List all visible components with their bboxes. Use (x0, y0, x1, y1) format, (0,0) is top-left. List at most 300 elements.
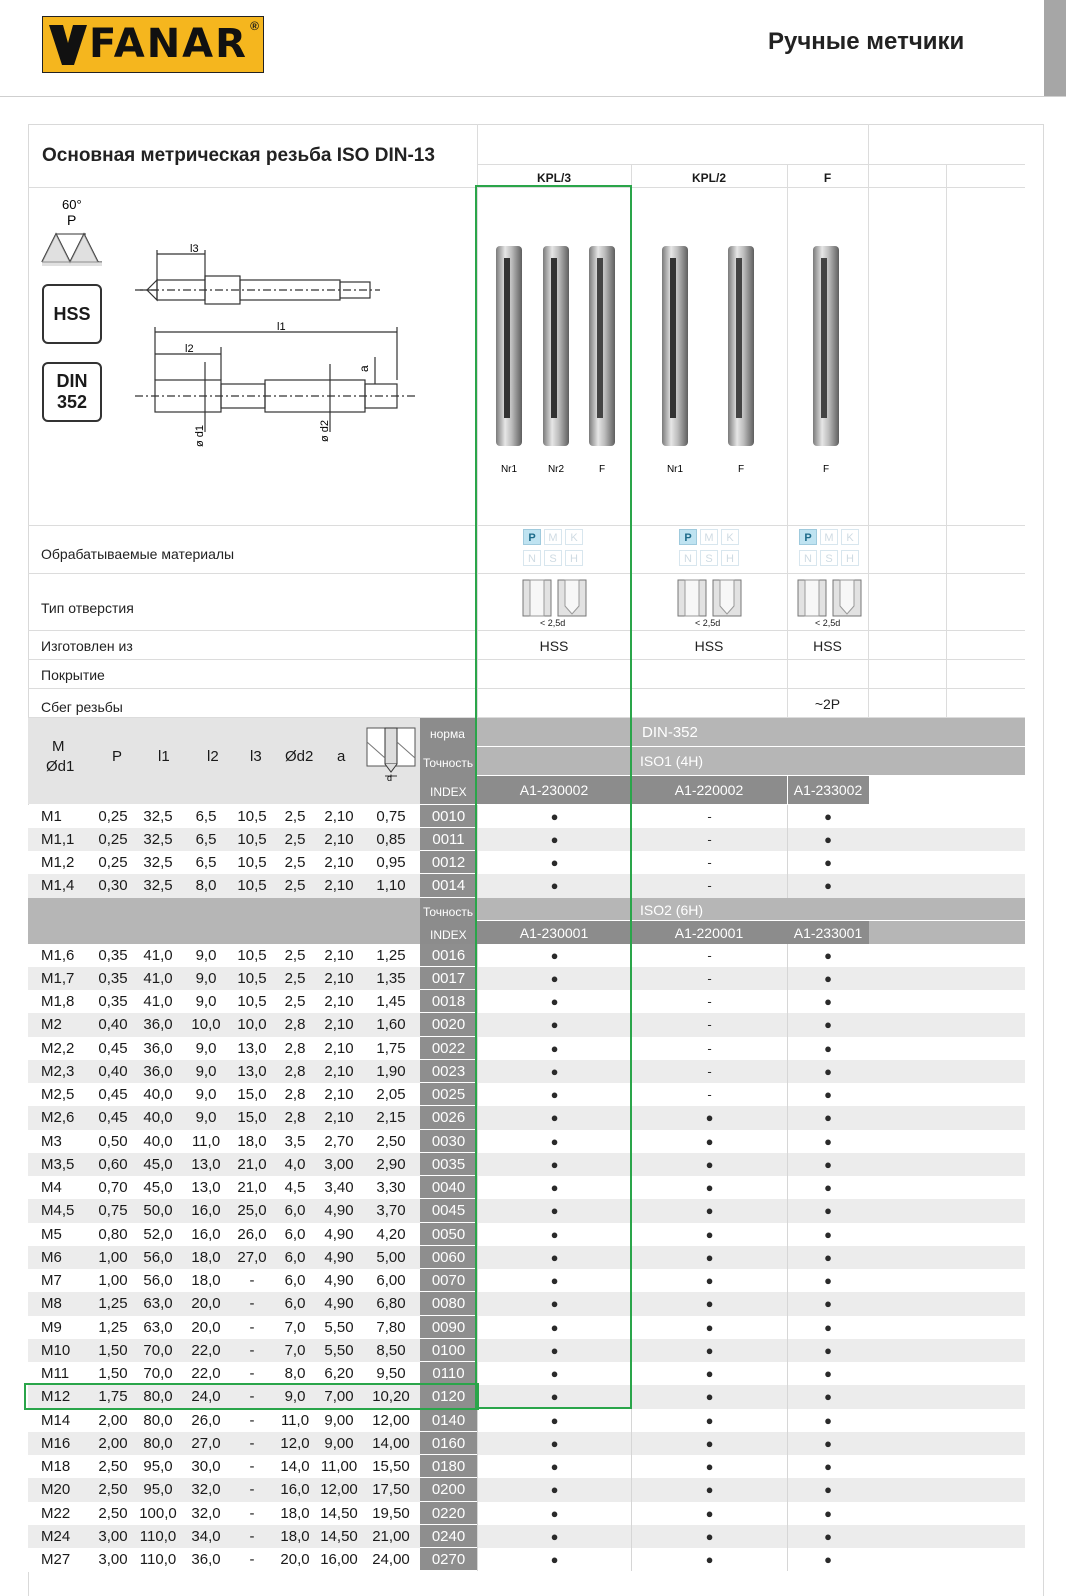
cell-l3: 25,0 (237, 1202, 267, 1220)
angle-label: 60° (62, 197, 82, 212)
material-k-badge: K (841, 529, 859, 545)
cell-l3: 13,0 (237, 1062, 267, 1080)
material-h-badge: H (721, 550, 739, 566)
cell-k2: ● (631, 1292, 787, 1315)
code-kpl2-iso1: A1-220002 (674, 782, 744, 798)
cell-d: 1,25 (376, 946, 406, 964)
cell-p: 0,45 (98, 1039, 128, 1057)
cell-idx: 0030 (420, 1130, 477, 1153)
cell-idx: 0040 (420, 1176, 477, 1199)
cell-p: 0,25 (98, 854, 128, 871)
grid-line (28, 573, 1025, 574)
hole-type-note: < 2,5d (695, 618, 721, 628)
code-f-iso2: A1-233001 (793, 924, 863, 941)
cell-a: 12,00 (320, 1481, 358, 1499)
cell-a: 16,00 (320, 1551, 358, 1568)
cell-l1: 40,0 (143, 1132, 173, 1150)
head-l2: l2 (207, 748, 219, 765)
pitch-label: P (67, 212, 77, 228)
grid-line (787, 776, 788, 804)
cell-k2: ● (631, 1246, 787, 1269)
material-p-badge: P (523, 529, 541, 545)
cell-m: M2,6 (41, 1109, 75, 1127)
product-header-kpl3: KPL/3 (536, 171, 571, 185)
cell-f: ● (787, 1385, 868, 1408)
cell-idx: 0070 (420, 1269, 477, 1292)
cell-l1: 80,0 (143, 1434, 173, 1452)
cell-l1: 95,0 (143, 1481, 173, 1499)
cell-a: 5,50 (324, 1318, 354, 1336)
cell-d: 15,50 (372, 1458, 410, 1475)
logo-registered: ® (250, 19, 259, 33)
cell-k3: ● (477, 1269, 631, 1292)
cell-l2: 9,0 (195, 1062, 217, 1080)
cell-l1: 95,0 (143, 1458, 173, 1475)
cell-l3: 10,5 (237, 969, 267, 987)
cell-d2: 6,0 (284, 1225, 306, 1243)
variant-label: Nr1 (500, 464, 518, 475)
cell-p: 1,25 (98, 1318, 128, 1336)
grid-line (28, 187, 1025, 188)
cell-p: 0,75 (98, 1202, 128, 1220)
cell-d: 1,60 (376, 1016, 406, 1034)
cell-a: 2,10 (324, 1062, 354, 1080)
cell-d: 9,50 (376, 1365, 406, 1382)
cell-p: 1,75 (98, 1388, 128, 1406)
cell-l3: - (249, 1272, 255, 1289)
cell-f: ● (787, 1130, 868, 1153)
cell-k2: - (631, 1013, 787, 1036)
material-n-badge: N (679, 550, 697, 566)
cell-f: ● (787, 1548, 868, 1571)
cell-d2: 2,5 (284, 946, 306, 964)
grid-line (631, 776, 632, 804)
cell-l2: 18,0 (191, 1272, 221, 1289)
cell-l1: 36,0 (143, 1039, 173, 1057)
cell-l3: - (249, 1341, 255, 1359)
cell-l3: - (249, 1434, 255, 1452)
cell-a: 2,10 (324, 1016, 354, 1034)
a-label: a (357, 365, 371, 372)
cell-k3: ● (477, 1292, 631, 1315)
cell-m: M11 (41, 1365, 70, 1382)
made-from-kpl2: HSS (694, 638, 724, 654)
cell-k2: ● (631, 1199, 787, 1222)
material-p-badge: P (679, 529, 697, 545)
cell-m: M8 (41, 1295, 62, 1313)
cell-k3: ● (477, 1316, 631, 1339)
material-h-badge: H (841, 550, 859, 566)
accuracy-label-2: Точность (423, 904, 474, 919)
cell-k3: ● (477, 851, 631, 874)
cell-l1: 36,0 (143, 1062, 173, 1080)
cell-d: 0,75 (376, 807, 406, 825)
cell-l2: 24,0 (191, 1388, 221, 1406)
grid-line (28, 659, 1025, 660)
cell-l3: 10,5 (237, 993, 267, 1010)
cell-idx: 0120 (420, 1385, 477, 1408)
cell-a: 2,10 (324, 830, 354, 848)
cell-k3: ● (477, 1246, 631, 1269)
cell-d: 2,90 (376, 1155, 406, 1173)
cell-l2: 30,0 (191, 1458, 221, 1475)
grid-line (868, 124, 869, 718)
cell-k2: ● (631, 1223, 787, 1246)
cell-k2: - (631, 1060, 787, 1083)
cell-d2: 4,5 (284, 1179, 306, 1196)
thread-profile-icon (40, 194, 104, 266)
cell-f: ● (787, 1037, 868, 1060)
cell-f: ● (787, 805, 868, 828)
variant-label: Nr2 (547, 464, 565, 475)
cell-d: 6,00 (376, 1272, 406, 1289)
cell-k3: ● (477, 1478, 631, 1501)
material-k-badge: K (721, 529, 739, 545)
cell-d: 8,50 (376, 1341, 406, 1359)
cell-d2: 2,5 (284, 993, 306, 1010)
cell-m: M3 (41, 1132, 62, 1150)
din-badge-line1: DIN (56, 371, 88, 391)
norm-label: норма (430, 727, 465, 741)
cell-a: 9,00 (324, 1434, 354, 1452)
cell-m: M1,7 (41, 969, 75, 987)
cell-idx: 0022 (420, 1037, 477, 1060)
cell-p: 0,25 (98, 830, 128, 848)
cell-a: 2,10 (324, 1039, 354, 1057)
cell-f: ● (787, 967, 868, 990)
cell-f: ● (787, 944, 868, 967)
section-title: Основная метрическая резьба ISO DIN-13 (42, 145, 435, 166)
cell-p: 0,40 (98, 1062, 128, 1080)
cell-k3: ● (477, 1502, 631, 1525)
material-m-badge: M (544, 529, 562, 545)
cell-d2: 2,5 (284, 854, 306, 871)
cell-k2: ● (631, 1339, 787, 1362)
cell-l2: 13,0 (191, 1155, 221, 1173)
cell-m: M16 (41, 1434, 71, 1452)
cell-d2: 2,8 (284, 1016, 306, 1034)
cell-l3: - (249, 1527, 255, 1545)
l1-label: l1 (277, 321, 286, 333)
cell-l1: 70,0 (143, 1365, 173, 1382)
page-header (0, 0, 1066, 97)
cell-l3: - (249, 1551, 255, 1568)
cell-l3: 10,5 (237, 854, 267, 871)
material-m-badge: M (820, 529, 838, 545)
made-from-label: Изготовлен из (41, 638, 133, 654)
cell-m: M4,5 (41, 1202, 75, 1220)
head-p: P (112, 748, 123, 765)
cell-p: 0,45 (98, 1086, 128, 1103)
cell-p: 3,00 (98, 1551, 128, 1568)
logo-v-mark (49, 25, 87, 65)
cell-m: M20 (41, 1481, 71, 1499)
cell-k2: ● (631, 1153, 787, 1176)
cell-l1: 32,5 (143, 830, 173, 848)
cell-idx: 0110 (420, 1362, 477, 1385)
norm-row (477, 718, 1025, 746)
tap-kpl3-nr1 (496, 246, 522, 446)
cell-l3: - (249, 1504, 255, 1522)
cell-d2: 2,8 (284, 1086, 306, 1103)
cell-k2: - (631, 1037, 787, 1060)
cell-l2: 18,0 (191, 1248, 221, 1266)
cell-a: 4,90 (324, 1248, 354, 1266)
cell-f: ● (787, 874, 868, 897)
cell-l2: 9,0 (195, 946, 217, 964)
tap-kpl3-f (589, 246, 615, 446)
cell-a: 3,00 (324, 1155, 354, 1173)
cell-k2: ● (631, 1106, 787, 1129)
cell-l3: - (249, 1365, 255, 1382)
cell-p: 0,60 (98, 1155, 128, 1173)
cell-idx: 0160 (420, 1432, 477, 1455)
cell-idx: 0018 (420, 990, 477, 1013)
cell-k2: ● (631, 1385, 787, 1408)
cell-a: 2,10 (324, 969, 354, 987)
grid-line (946, 164, 947, 718)
cell-k3: ● (477, 1525, 631, 1548)
cell-d: 3,70 (376, 1202, 406, 1220)
cell-p: 2,50 (98, 1504, 128, 1522)
cell-k3: ● (477, 828, 631, 851)
cell-l3: - (249, 1295, 255, 1313)
cell-k3: ● (477, 944, 631, 967)
cell-d2: 2,8 (284, 1109, 306, 1127)
cell-d2: 14,0 (280, 1458, 310, 1475)
cell-l1: 41,0 (143, 946, 173, 964)
cell-idx: 0200 (420, 1478, 477, 1501)
cell-m: M1 (41, 807, 62, 825)
cell-a: 2,10 (324, 1086, 354, 1103)
cell-k2: - (631, 874, 787, 897)
cell-d2: 12,0 (280, 1434, 310, 1452)
tap-f-f (813, 246, 839, 446)
cell-idx: 0050 (420, 1223, 477, 1246)
accuracy-value-2: ISO2 (6H) (640, 901, 704, 918)
logo-brand-text: FANAR (89, 21, 248, 67)
cell-l2: 20,0 (191, 1318, 221, 1336)
drill-d-label: d (387, 773, 393, 783)
cell-l3: 10,5 (237, 877, 267, 895)
material-s-badge: S (820, 550, 838, 566)
cell-d2: 7,0 (284, 1318, 306, 1336)
cell-idx: 0025 (420, 1083, 477, 1106)
cell-p: 0,35 (98, 946, 128, 964)
cell-p: 1,00 (98, 1248, 128, 1266)
cell-l1: 100,0 (139, 1504, 177, 1522)
cell-k3: ● (477, 967, 631, 990)
cell-k3: ● (477, 1130, 631, 1153)
cell-m: M1,8 (41, 993, 75, 1010)
l3-label: l3 (190, 243, 199, 255)
cell-d: 1,35 (376, 969, 406, 987)
variant-label: F (822, 464, 830, 475)
variant-label: Nr1 (666, 464, 684, 475)
materials-label: Обрабатываемые материалы (41, 546, 235, 562)
hole-type-note: < 2,5d (815, 618, 841, 628)
page-title: Ручные метчики (768, 28, 965, 55)
hole-type-note: < 2,5d (540, 618, 566, 628)
cell-l3: 10,5 (237, 807, 267, 825)
cell-l1: 45,0 (143, 1179, 173, 1196)
cell-d: 24,00 (372, 1551, 410, 1568)
cell-m: M4 (41, 1179, 62, 1196)
cell-idx: 0023 (420, 1060, 477, 1083)
cell-k3: ● (477, 1339, 631, 1362)
cell-k3: ● (477, 1432, 631, 1455)
cell-l2: 36,0 (191, 1551, 221, 1568)
cell-d: 12,00 (372, 1411, 410, 1429)
cell-l2: 6,5 (195, 830, 217, 848)
cell-l1: 41,0 (143, 993, 173, 1010)
product-header-f: F (823, 171, 832, 185)
cell-p: 1,00 (98, 1272, 128, 1289)
material-n-badge: N (523, 550, 541, 566)
cell-m: M7 (41, 1272, 62, 1289)
cell-l3: - (249, 1411, 255, 1429)
cell-a: 4,90 (324, 1202, 354, 1220)
cell-d: 2,15 (376, 1109, 406, 1127)
product-header-kpl2: KPL/2 (691, 171, 726, 185)
cell-l3: 27,0 (237, 1248, 267, 1266)
tap-images (478, 238, 868, 475)
cell-d2: 3,5 (284, 1132, 306, 1150)
cell-l2: 9,0 (195, 969, 217, 987)
group2-head-bg (28, 898, 420, 944)
cell-k2: ● (631, 1502, 787, 1525)
din-badge-line2: 352 (56, 392, 88, 412)
cell-idx: 0045 (420, 1199, 477, 1222)
cell-a: 5,50 (324, 1341, 354, 1359)
cell-m: M10 (41, 1341, 71, 1359)
cell-l3: 21,0 (237, 1179, 267, 1196)
cell-l3: 26,0 (237, 1225, 267, 1243)
hole-type-label: Тип отверстия (41, 600, 134, 616)
cell-d: 21,00 (372, 1527, 410, 1545)
cell-f: ● (787, 1153, 868, 1176)
index-label: INDEX (430, 785, 467, 799)
cell-l2: 22,0 (191, 1341, 221, 1359)
cell-f: ● (787, 1269, 868, 1292)
cell-m: M2 (41, 1016, 62, 1034)
cell-f: ● (787, 1013, 868, 1036)
cell-a: 7,00 (324, 1388, 354, 1406)
material-h-badge: H (565, 550, 583, 566)
cell-d2: 2,8 (284, 1062, 306, 1080)
tap-drawing (135, 232, 425, 452)
cell-l3: 15,0 (237, 1109, 267, 1127)
cell-l1: 80,0 (143, 1411, 173, 1429)
cell-f: ● (787, 1106, 868, 1129)
cell-p: 2,50 (98, 1481, 128, 1499)
cell-k3: ● (477, 1455, 631, 1478)
accuracy-row-1 (477, 747, 1025, 775)
cell-d: 1,45 (376, 993, 406, 1010)
cell-m: M9 (41, 1318, 62, 1336)
cell-idx: 0140 (420, 1409, 477, 1432)
fanar-logo (42, 16, 264, 73)
cell-d: 14,00 (372, 1434, 410, 1452)
cell-f: ● (787, 1478, 868, 1501)
cell-l2: 8,0 (195, 877, 217, 895)
cell-l1: 41,0 (143, 969, 173, 987)
cell-idx: 0014 (420, 874, 477, 897)
cell-idx: 0240 (420, 1525, 477, 1548)
cell-l1: 56,0 (143, 1248, 173, 1266)
cell-k3: ● (477, 1362, 631, 1385)
cell-f: ● (787, 1246, 868, 1269)
material-k-badge: K (565, 529, 583, 545)
material-s-badge: S (544, 550, 562, 566)
cell-idx: 0016 (420, 944, 477, 967)
cell-l1: 52,0 (143, 1225, 173, 1243)
cell-l2: 9,0 (195, 1086, 217, 1103)
cell-l3: 21,0 (237, 1155, 267, 1173)
cell-k2: ● (631, 1455, 787, 1478)
cell-a: 2,10 (324, 807, 354, 825)
cell-p: 0,35 (98, 993, 128, 1010)
cell-m: M3,5 (41, 1155, 75, 1173)
material-s-badge: S (700, 550, 718, 566)
cell-l1: 110,0 (139, 1527, 177, 1545)
cell-idx: 0080 (420, 1292, 477, 1315)
cell-d2: 11,0 (280, 1411, 310, 1429)
cell-p: 0,45 (98, 1109, 128, 1127)
cell-k3: ● (477, 1013, 631, 1036)
cell-d: 4,20 (376, 1225, 406, 1243)
cell-d2: 2,5 (284, 807, 306, 825)
drill-hole-icon (365, 722, 417, 782)
cell-k3: ● (477, 1409, 631, 1432)
cell-k3: ● (477, 1176, 631, 1199)
cell-p: 3,00 (98, 1527, 128, 1545)
cell-a: 6,20 (324, 1365, 354, 1382)
cell-k3: ● (477, 874, 631, 897)
cell-m: M1,6 (41, 946, 75, 964)
cell-l1: 32,5 (143, 877, 173, 895)
cell-d2: 6,0 (284, 1248, 306, 1266)
cell-l2: 27,0 (191, 1434, 221, 1452)
cell-p: 2,00 (98, 1411, 128, 1429)
cell-p: 0,35 (98, 969, 128, 987)
cell-l2: 16,0 (191, 1225, 221, 1243)
cell-d2: 6,0 (284, 1295, 306, 1313)
cell-idx: 0180 (420, 1455, 477, 1478)
cell-l1: 63,0 (143, 1295, 173, 1313)
code-f-iso1: A1-233002 (793, 782, 863, 798)
cell-d: 19,50 (372, 1504, 410, 1522)
accuracy-label: Точность (423, 756, 474, 770)
cell-l1: 40,0 (143, 1109, 173, 1127)
cell-d: 0,85 (376, 830, 406, 848)
cell-k2: ● (631, 1316, 787, 1339)
grid-line (28, 688, 1025, 689)
cell-a: 14,50 (320, 1504, 358, 1522)
din-badge (42, 362, 102, 422)
cell-m: M6 (41, 1248, 62, 1266)
cell-k3: ● (477, 805, 631, 828)
cell-l1: 56,0 (143, 1272, 173, 1289)
cell-l2: 32,0 (191, 1481, 221, 1499)
cell-l1: 110,0 (139, 1551, 177, 1568)
d2-label: ø d2 (319, 419, 331, 442)
cell-l1: 50,0 (143, 1202, 173, 1220)
cell-f: ● (787, 1176, 868, 1199)
code-kpl2-iso2: A1-220001 (674, 924, 744, 941)
head-d1: Ød1 (46, 758, 75, 775)
cell-k2: ● (631, 1409, 787, 1432)
